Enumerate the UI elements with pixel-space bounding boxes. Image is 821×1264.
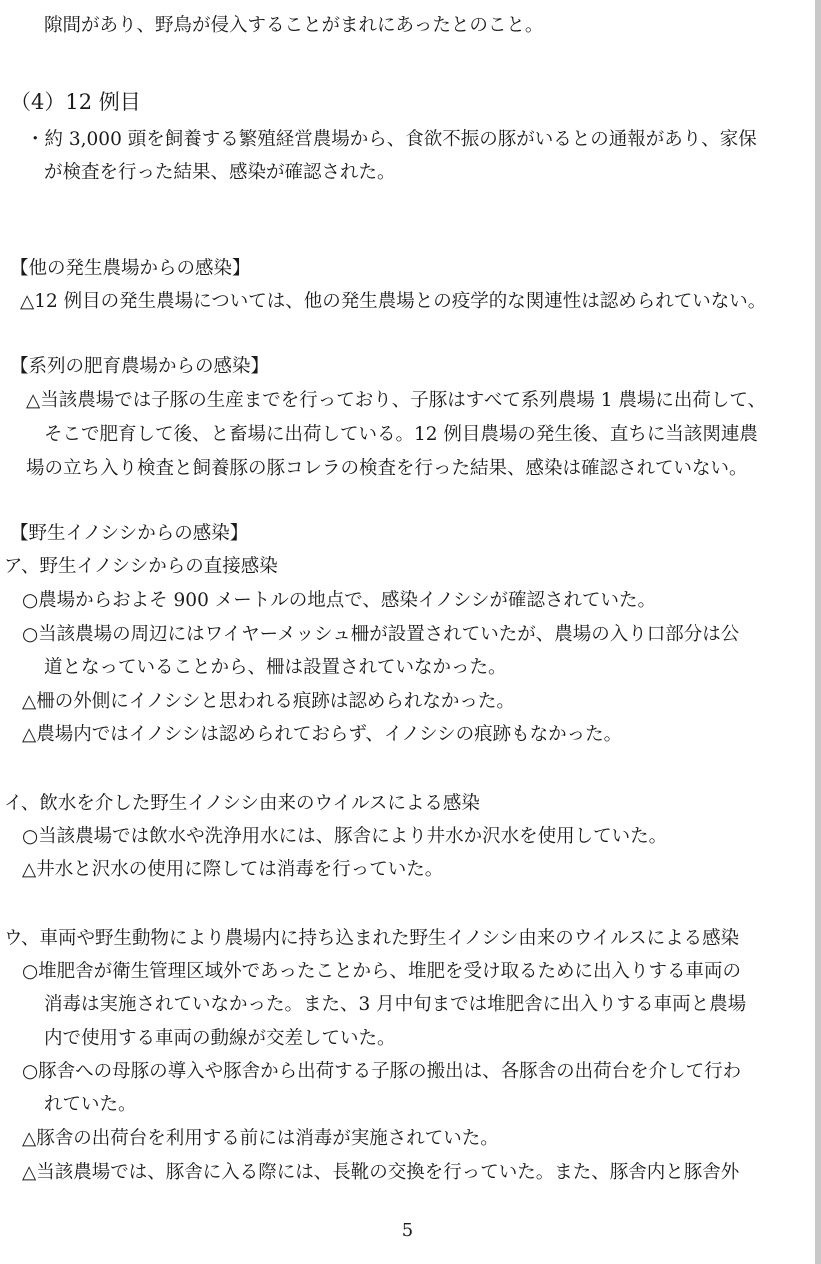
text-line: 道となっていることから、柵は設置されていなかった。: [44, 657, 507, 678]
text-line: れていた。: [44, 1094, 137, 1115]
item-heading: ウ、車両や野生動物により農場内に持ち込まれた野生イノシシ由来のウイルスによる感染: [4, 928, 740, 949]
page-edge: [815, 0, 821, 1264]
text-line: ○当該農場の周辺にはワイヤーメッシュ柵が設置されていたが、農場の入り口部分は公: [22, 624, 740, 645]
text-line: △12 例目の発生農場については、他の発生農場との疫学的な関連性は認められていない。: [20, 291, 767, 312]
text-line: ○堆肥舎が衛生管理区域外であったことから、堆肥を受け取るために出入りする車両の: [22, 961, 741, 982]
text-line: が検査を行った結果、感染が確認された。: [44, 162, 396, 183]
text-line: △当該農場では、豚舎に入る際には、長靴の交換を行っていた。また、豚舎内と豚舎外: [22, 1162, 740, 1183]
text-line: ○当該農場では飲水や洗浄用水には、豚舎により井水か沢水を使用していた。: [22, 826, 668, 847]
text-line: △井水と沢水の使用に際しては消毒を行っていた。: [22, 859, 444, 880]
text-line: ・約 3,000 頭を飼養する繁殖経営農場から、食欲不振の豚がいるとの通報があり、家保: [26, 129, 757, 150]
text-line: 場の立ち入り検査と飼養豚の豚コレラの検査を行った結果、感染は確認されていない。: [26, 458, 748, 479]
subsection-heading: 【系列の肥育農場からの感染】: [10, 356, 270, 377]
text-line: そこで肥育して後、と畜場に出荷している。12 例目農場の発生後、直ちに当該関連農: [44, 424, 758, 445]
text-line: △当該農場では子豚の生産までを行っており、子豚はすべて系列農場 1 農場に出荷して、: [26, 390, 767, 411]
text-line: △柵の外側にイノシシと思われる痕跡は認められなかった。: [22, 691, 515, 712]
text-line: △農場内ではイノシシは認められておらず、イノシシの痕跡もなかった。: [22, 724, 623, 745]
text-line: ○豚舎への母豚の導入や豚舎から出荷する子豚の搬出は、各豚舎の出荷台を介して行わ: [22, 1061, 742, 1082]
text-line: 消毒は実施されていなかった。また、3 月中旬までは堆肥舎に出入りする車両と農場: [44, 994, 747, 1015]
subsection-heading: 【野生イノシシからの感染】: [10, 523, 249, 544]
text-line: △豚舎の出荷台を利用する前には消毒が実施されていた。: [22, 1128, 499, 1149]
item-heading: イ、飲水を介した野生イノシシ由来のウイルスによる感染: [4, 793, 480, 814]
subsection-heading: 【他の発生農場からの感染】: [10, 258, 251, 279]
item-heading: ア、野生イノシシからの直接感染: [4, 556, 278, 577]
text-line: 内で使用する車両の動線が交差していた。: [44, 1028, 396, 1049]
text-line: ○農場からおよそ 900 メートルの地点で、感染イノシシが確認されていた。: [22, 590, 657, 611]
page-number: 5: [401, 1220, 414, 1241]
section-heading: （4）12 例目: [10, 90, 141, 114]
text-line: 隙間があり、野鳥が侵入することがまれにあったとのこと。: [44, 15, 544, 36]
